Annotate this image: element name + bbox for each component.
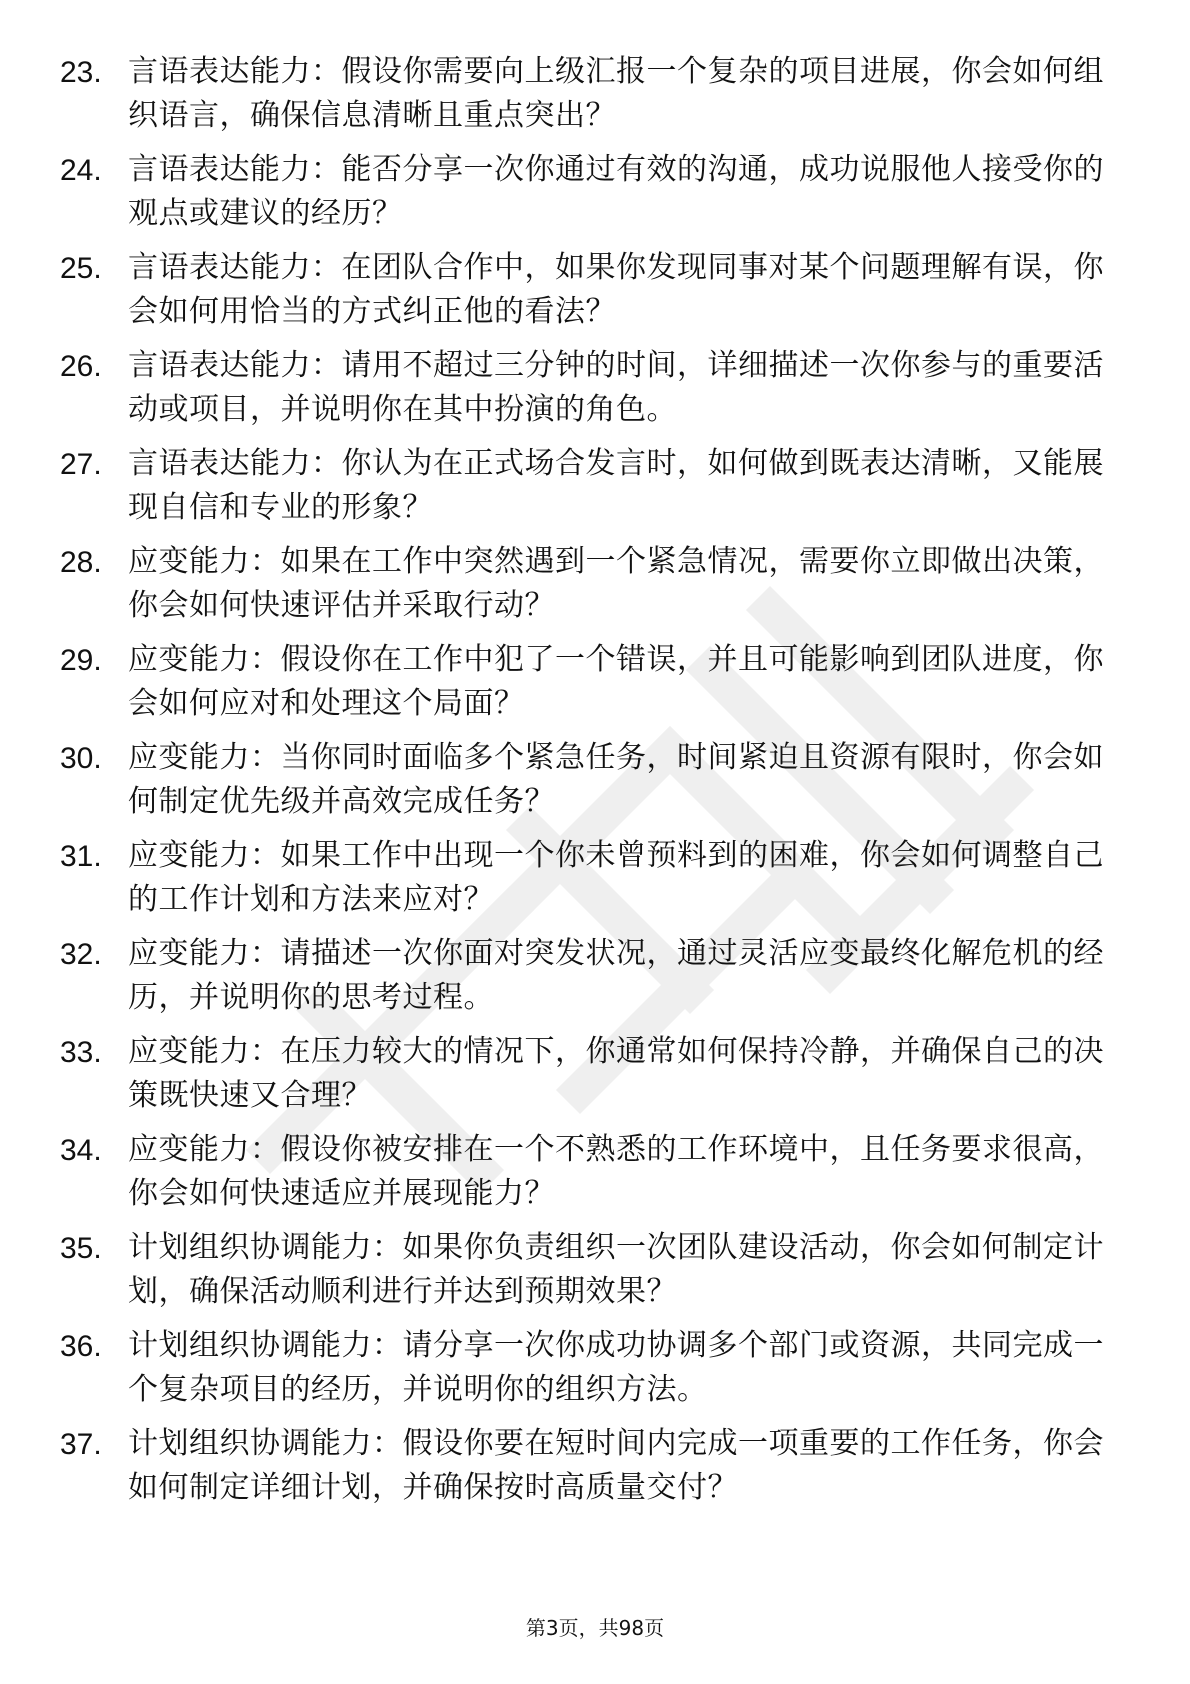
question-item (60, 1422, 1120, 1520)
question-number: 26. (60, 350, 102, 383)
question-text: 言语表达能力：请用不超过三分钟的时间，详细描述一次你参与的重要活动或项目，并说明你在其中扮演的角色。 (128, 348, 1104, 427)
question-item (60, 1030, 1120, 1128)
question-number: 28. (60, 546, 102, 579)
question-item (60, 50, 1120, 148)
question-number: 30. (60, 742, 102, 775)
question-item (60, 442, 1120, 540)
question-number: 37. (60, 1428, 102, 1461)
question-number: 35. (60, 1232, 102, 1265)
question-item (60, 148, 1120, 246)
question-item (60, 1226, 1120, 1324)
question-number: 29. (60, 644, 102, 677)
question-number: 25. (60, 252, 102, 285)
question-text: 言语表达能力：假设你需要向上级汇报一个复杂的项目进展，你会如何组织语言，确保信息清晰且重点突出？ (128, 54, 1104, 133)
question-number: 23. (60, 56, 102, 89)
question-text: 言语表达能力：在团队合作中，如果你发现同事对某个问题理解有误，你会如何用恰当的方式纠正他的看法？ (128, 250, 1104, 329)
question-number: 31. (60, 840, 102, 873)
question-number: 36. (60, 1330, 102, 1363)
question-item (60, 638, 1120, 736)
question-item (60, 1324, 1120, 1422)
question-text: 计划组织协调能力：假设你要在短时间内完成一项重要的工作任务，你会如何制定详细计划，并确保按时高质量交付？ (128, 1426, 1104, 1505)
question-text: 应变能力：假设你被安排在一个不熟悉的工作环境中，且任务要求很高，你会如何快速适应并展现能力？ (128, 1132, 1104, 1211)
question-text: 言语表达能力：你认为在正式场合发言时，如何做到既表达清晰，又能展现自信和专业的形象？ (128, 446, 1104, 525)
question-number: 24. (60, 154, 102, 187)
question-item (60, 344, 1120, 442)
question-item (60, 1128, 1120, 1226)
question-text: 应变能力：在压力较大的情况下，你通常如何保持冷静，并确保自己的决策既快速又合理？ (128, 1034, 1104, 1113)
question-item (60, 540, 1120, 638)
question-text: 应变能力：如果在工作中突然遇到一个紧急情况，需要你立即做出决策，你会如何快速评估并采取行动？ (128, 544, 1104, 623)
question-item (60, 246, 1120, 344)
question-number: 33. (60, 1036, 102, 1069)
page-footer: 第3页，共98页 (525, 1616, 665, 1640)
question-text: 计划组织协调能力：如果你负责组织一次团队建设活动，你会如何制定计划，确保活动顺利进行并达到预期效果？ (128, 1230, 1104, 1309)
question-item (60, 736, 1120, 834)
question-number: 27. (60, 448, 102, 481)
question-text: 应变能力：假设你在工作中犯了一个错误，并且可能影响到团队进度，你会如何应对和处理这个局面？ (128, 642, 1104, 721)
question-text: 应变能力：请描述一次你面对突发状况，通过灵活应变最终化解危机的经历，并说明你的思考过程。 (128, 936, 1104, 1015)
question-item (60, 834, 1120, 932)
question-number: 34. (60, 1134, 102, 1167)
question-number: 32. (60, 938, 102, 971)
question-item (60, 932, 1120, 1030)
question-text: 计划组织协调能力：请分享一次你成功协调多个部门或资源，共同完成一个复杂项目的经历，并说明你的组织方法。 (128, 1328, 1104, 1407)
question-text: 应变能力：如果工作中出现一个你未曾预料到的困难，你会如何调整自己的工作计划和方法来应对？ (128, 838, 1104, 917)
question-text: 应变能力：当你同时面临多个紧急任务，时间紧迫且资源有限时，你会如何制定优先级并高效完成任务？ (128, 740, 1104, 819)
question-list (60, 50, 1120, 1520)
question-text: 言语表达能力：能否分享一次你通过有效的沟通，成功说服他人接受你的观点或建议的经历？ (128, 152, 1104, 231)
